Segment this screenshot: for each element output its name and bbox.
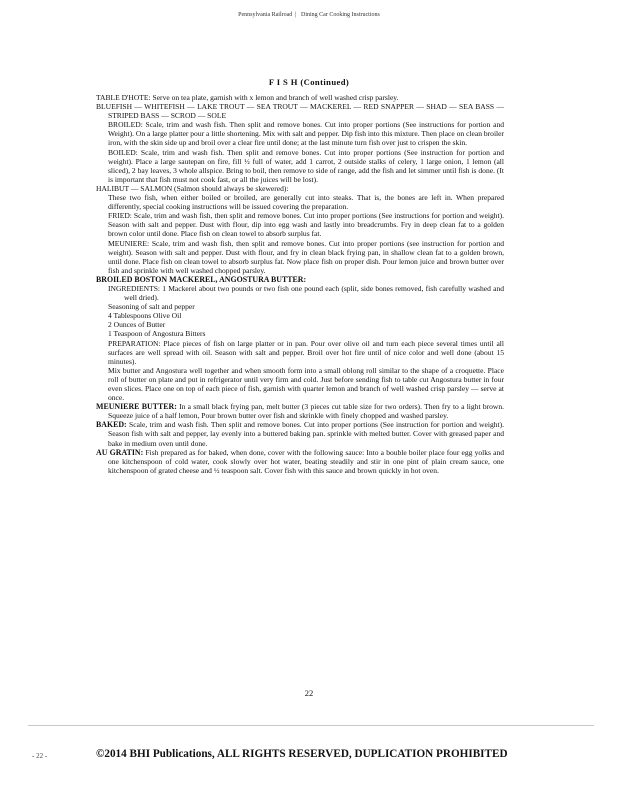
halibut-meuniere-paragraph: MEUNIERE: Scale, trim and wash fish, then split and remove bones. Cut into proper portions (see instruction for portion and weight). Season with salt and pepper. Dust with flour, and fry in clean black frying pan, in shallow clean fat to a golden brown, until done. Place fish on clean towel to absorb surplus fat. Now place fish on proper dish. Pour lemon juice and brown butter over fish and sprinkle with well washed chopped parsley. [108,238,504,275]
table-dhote-paragraph: TABLE D'HOTE: Serve on tea plate, garnish with x lemon and branch of well washed crisp parsley. [96,93,399,102]
preparation-paragraph-2: Mix butter and Angostura well together and when smooth form into a small oblong roll similar to the shape of a croquette. Place roll of butter on plate and put in refrigerator until very firm and cold. Just before sending fish to table cut Angostura butter in four even slices. Place one on top of each piece of fish, garnish with quarter lemon and branch of well washed crisp parsley — serve at once. [108,365,504,403]
footer-page-label: - 22 - [32,752,48,760]
halibut-fried-paragraph: FRIED: Scale, trim and wash fish, then split and remove bones. Cut into proper portions (See instructions for portion and weight). Season with salt and pepper. Dust with flour, dip into egg wash and lastly into breadcrumbs. Fry in deep clean fat to a golden brown color until done. Place fish on clean towel to absorb surplus fat. [108,211,504,239]
meuniere-butter-label: MEUNIERE BUTTER: [96,402,177,412]
halibut-heading: HALIBUT — SALMON (Salmon should always be skewered): [96,183,289,193]
running-header [0,12,618,18]
ingredients-line-5: 1 Teaspoon of Angostura Bitters [108,329,206,339]
section-title: F I S H (Continued) [268,77,350,87]
meuniere-butter-text: In a small black frying pan, melt butter (3 pieces cut table size for two orders). Then fry to a light brown. Squeeze juice of a half lemon, Pour brown butter over fish and skrinkle with finely chopped and washed parsley. [108,402,504,421]
au-gratin-text: Fish prepared as for baked, when done, cover with the following sauce: Into a bouble boiler place four egg yolks and one kitchenspoon of cold water, cook slowly over hot water, beating steadily and stir in one pint of plain cream sauce, one kitchenspoon of grated cheese and ½ teaspoon salt. Cover fish with this sauce and brown quickly in hot oven. [108,447,504,475]
ingredients-line-3: 4 Tablespoons Olive Oil [108,311,182,321]
ingredients-line-2: Seasoning of salt and pepper [108,302,195,312]
ingredients-line-1: INGREDIENTS: 1 Mackerel about two pounds or two fish one pound each (split, side bones removed, fish carefully washed and well dried). [108,283,504,303]
preparation-paragraph-1: PREPARATION: Place pieces of fish on large platter or in pan. Pour over olive oil and turn each piece several times until all surfaces are well spread with oil. Season with salt and pepper. Broil over hot fire until of nice color and well done (about 15 minutes). [108,338,504,366]
page-number: 22 [304,688,314,698]
mackerel-heading: BROILED BOSTON MACKEREL, ANGOSTURA BUTTER: [96,274,307,284]
header-right: Dining Car Cooking Instructions [301,12,380,18]
baked-label: BAKED: [96,420,127,430]
document-body [96,93,504,475]
bluefish-heading: BLUEFISH — WHITEFISH — LAKE TROUT — SEA TROUT — MACKEREL — RED SNAPPER — SHAD — SEA BASS — STRIPED BASS — SCROD — SOLE [96,102,504,121]
footer-divider [28,725,594,726]
bluefish-broiled-paragraph: BROILED: Scale, trim and wash fish. Then split and remove bones. Cut into proper portions (See instructions for portion and Weight). On a large platter pour a little shortening. Mix with salt and pepper. Dip fish into this mixture. Then place on clean broiler iron, with the skin side up and broil over a clear fire until done; at the last minute turn fish over just to crispen the skin. [108,120,504,148]
header-separator: | [293,12,300,18]
au-gratin-paragraph [96,448,504,475]
baked-text: Scale, trim and wash fish. Then split and remove bones. Cut into proper portions (See instruction for portion and weight). Season fish with salt and pepper, lay evenly into a buttered baking pan. sprinkle with melted butter. Cover with greased paper and bake in medium oven until done. [108,420,504,448]
meuniere-butter-paragraph [96,402,504,420]
halibut-intro-paragraph: These two fish, when either boiled or broiled, are generally cut into steaks. That is, the bones are left in. When prepared differently, special cooking instructions will be issued covering the preparation. [108,193,504,212]
au-gratin-label: AU GRATIN: [96,447,144,457]
copyright-notice: ©2014 BHI Publications, ALL RIGHTS RESERVED, DUPLICATION PROHIBITED [96,748,508,760]
bluefish-boiled-paragraph: BOILED: Scale, trim and wash fish. Then split and remove bones. Cut into proper portions (See instruction for portion and weight). Place a large sautepan on fire, fill ½ full of water, add 1 carrot, 2 outside stalks of celery, 1 large onion, 1 lemon (all sliced), 2 bay leaves, 3 whole allspice. Bring to boil, then remove to side of range, add the fish and let simmer until fish is done. (It is important that fish must not cook fast, or all the juices will be lost). [108,147,504,184]
ingredients-line-4: 2 Ounces of Butter [108,320,166,330]
baked-paragraph [96,420,504,447]
header-left: Pennsylvania Railroad [238,12,293,18]
